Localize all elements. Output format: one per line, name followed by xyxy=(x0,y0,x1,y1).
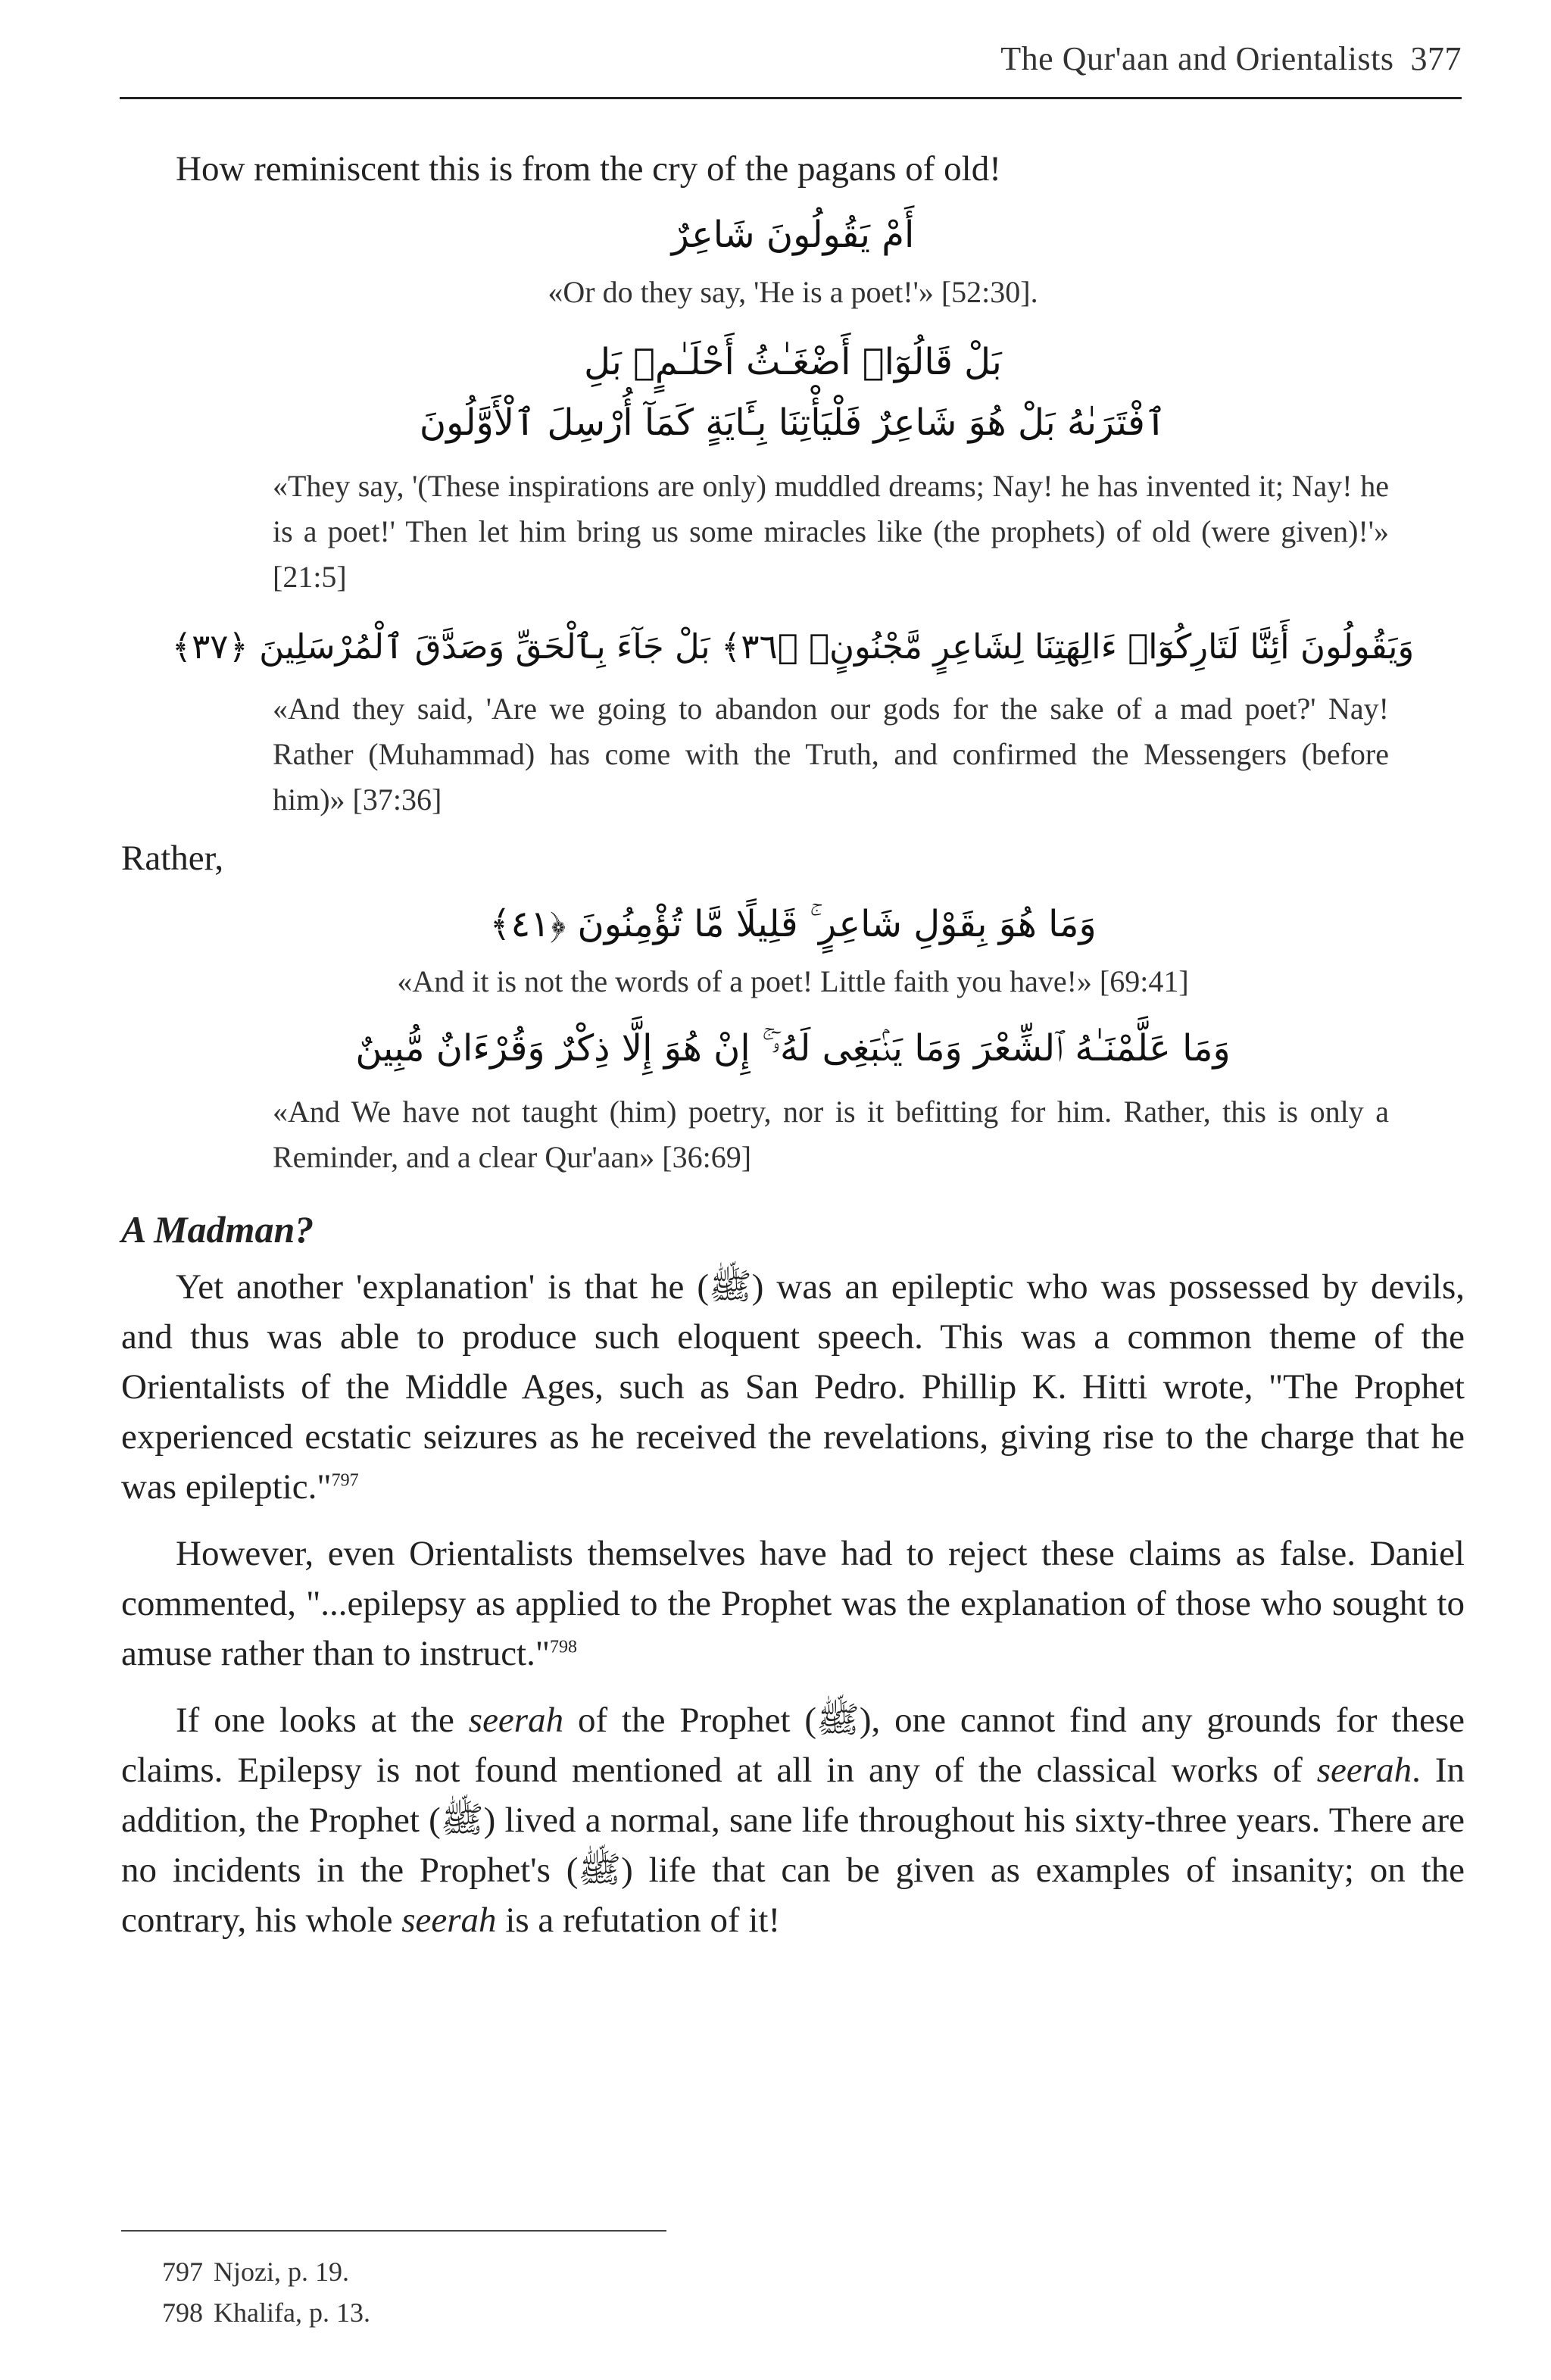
paragraph-orientalists-reject-text: However, even Orientalists themselves have had to reject these claims as false. Daniel commented, "...epilepsy as applied to the Prophet was the explanation of those who sought to amuse rather than to instruct." xyxy=(121,1534,1465,1673)
quran-verse-69-41-translation: «And it is not the words of a poet! Little faith you have!» [69:41] xyxy=(397,964,1189,998)
quran-verse-21-5-arabic-line1: بَلْ قَالُوٓا۟ أَضْغَـٰثُ أَحْلَـٰمٍۭ بَلِ xyxy=(584,341,1002,383)
rather-line: Rather, xyxy=(121,839,224,878)
footnotes xyxy=(162,2251,370,2333)
footnote-rule xyxy=(121,2230,666,2232)
quran-verse-69-41-arabic: وَمَا هُوَ بِقَوْلِ شَاعِرٍ ۚ قَلِيلًا مَّا تُؤْمِنُونَ ﴿٤١﴾ xyxy=(489,903,1097,945)
quran-verse-21-5-arabic-line2: ٱفْتَرَىٰهُ بَلْ هُوَ شَاعِرٌ فَلْيَأْتِنَا بِـَٔايَةٍ كَمَآ أُرْسِلَ ٱلْأَوَّلُونَ xyxy=(419,401,1167,444)
paragraph-orientalists-reject xyxy=(121,1529,1465,1679)
quran-verse-36-69-arabic: وَمَا عَلَّمْنَـٰهُ ٱلشِّعْرَ وَمَا يَنۢبَغِى لَهُۥٓ ۚ إِنْ هُوَ إِلَّا ذِكْرٌ وَقُرْءَانٌ مُّبِينٌ xyxy=(355,1027,1231,1070)
running-header-title: The Qur'aan and Orientalists xyxy=(1000,40,1394,77)
quran-verse-37-36-arabic: وَيَقُولُونَ أَئِنَّا لَتَارِكُوٓا۟ ءَالِهَتِنَا لِشَاعِرٍ مَّجْنُونٍۭ ﴿٣٦﴾ بَلْ جَآءَ بِٱلْحَقِّ وَصَدَّقَ ٱلْمُرْسَلِينَ ﴿٣٧﴾ xyxy=(171,626,1415,667)
footnote-ref-798: 798 xyxy=(550,1637,578,1657)
section-heading: A Madman? xyxy=(121,1208,314,1251)
quran-verse-37-36-translation: «And they said, 'Are we going to abandon our gods for the sake of a mad poet?' Nay! Rather (Muhammad) has come with the Truth, and confirmed the Messengers (before him)» [37:36] xyxy=(273,692,1389,817)
footnote-798 xyxy=(162,2292,370,2333)
quran-verse-36-69-translation: «And We have not taught (him) poetry, nor is it befitting for him. Rather, this is only a Reminder, and a clear Qur'aan» [36:69] xyxy=(273,1095,1389,1174)
footnote-text: Njozi, p. 19. xyxy=(214,2257,349,2287)
page-body xyxy=(121,144,1465,1945)
paragraph-seerah-part-g: is a refutation of it! xyxy=(496,1901,781,1940)
footnote-797 xyxy=(162,2251,370,2292)
header-rule xyxy=(120,97,1462,99)
seerah-term: seerah xyxy=(401,1901,497,1940)
footnote-ref-797: 797 xyxy=(331,1470,359,1491)
paragraph-seerah-part-c: of the Prophet (ﷺ), one cannot find any grounds for these claims. Epilepsy is not found mentioned at all in any of the classical works of xyxy=(121,1701,1465,1790)
seerah-term: seerah xyxy=(468,1701,564,1740)
footnote-number: 797 xyxy=(162,2257,203,2287)
paragraph-seerah-part-e: . In addition, the Prophet (ﷺ) lived a normal, sane life throughout his sixty-three years. There are no incidents in the Prophet's (ﷺ) life that can be given as examples of insanity; on the contrary, his whole xyxy=(121,1751,1465,1940)
running-header xyxy=(1000,39,1462,78)
seerah-term: seerah xyxy=(1316,1751,1412,1790)
quran-verse-52-30-translation: «Or do they say, 'He is a poet!'» [52:30]. xyxy=(548,275,1038,309)
paragraph-seerah xyxy=(121,1695,1465,1945)
intro-paragraph: How reminiscent this is from the cry of the pagans of old! xyxy=(176,149,1001,189)
paragraph-epileptic-claim-text: Yet another 'explanation' is that he (ﷺ) was an epileptic who was possessed by devils, and thus was able to produce such eloquent speech. This was a common theme of the Orientalists of the Middle Ages, such as San Pedro. Phillip K. Hitti wrote, "The Prophet experienced ecstatic seizures as he received the revelations, giving rise to the charge that he was epileptic." xyxy=(121,1267,1465,1507)
page-number: 377 xyxy=(1410,40,1462,77)
quran-verse-52-30-arabic: أَمْ يَقُولُونَ شَاعِرٌ xyxy=(671,214,915,256)
footnote-text: Khalifa, p. 13. xyxy=(214,2297,370,2328)
footnote-number: 798 xyxy=(162,2297,203,2328)
paragraph-seerah-part-a: If one looks at the xyxy=(176,1701,469,1740)
paragraph-epileptic-claim xyxy=(121,1262,1465,1512)
quran-verse-21-5-translation: «They say, '(These inspirations are only) muddled dreams; Nay! he has invented it; Nay! he is a poet!' Then let him bring us some miracles like (the prophets) of old (were given)!'» [21:5] xyxy=(273,469,1389,594)
